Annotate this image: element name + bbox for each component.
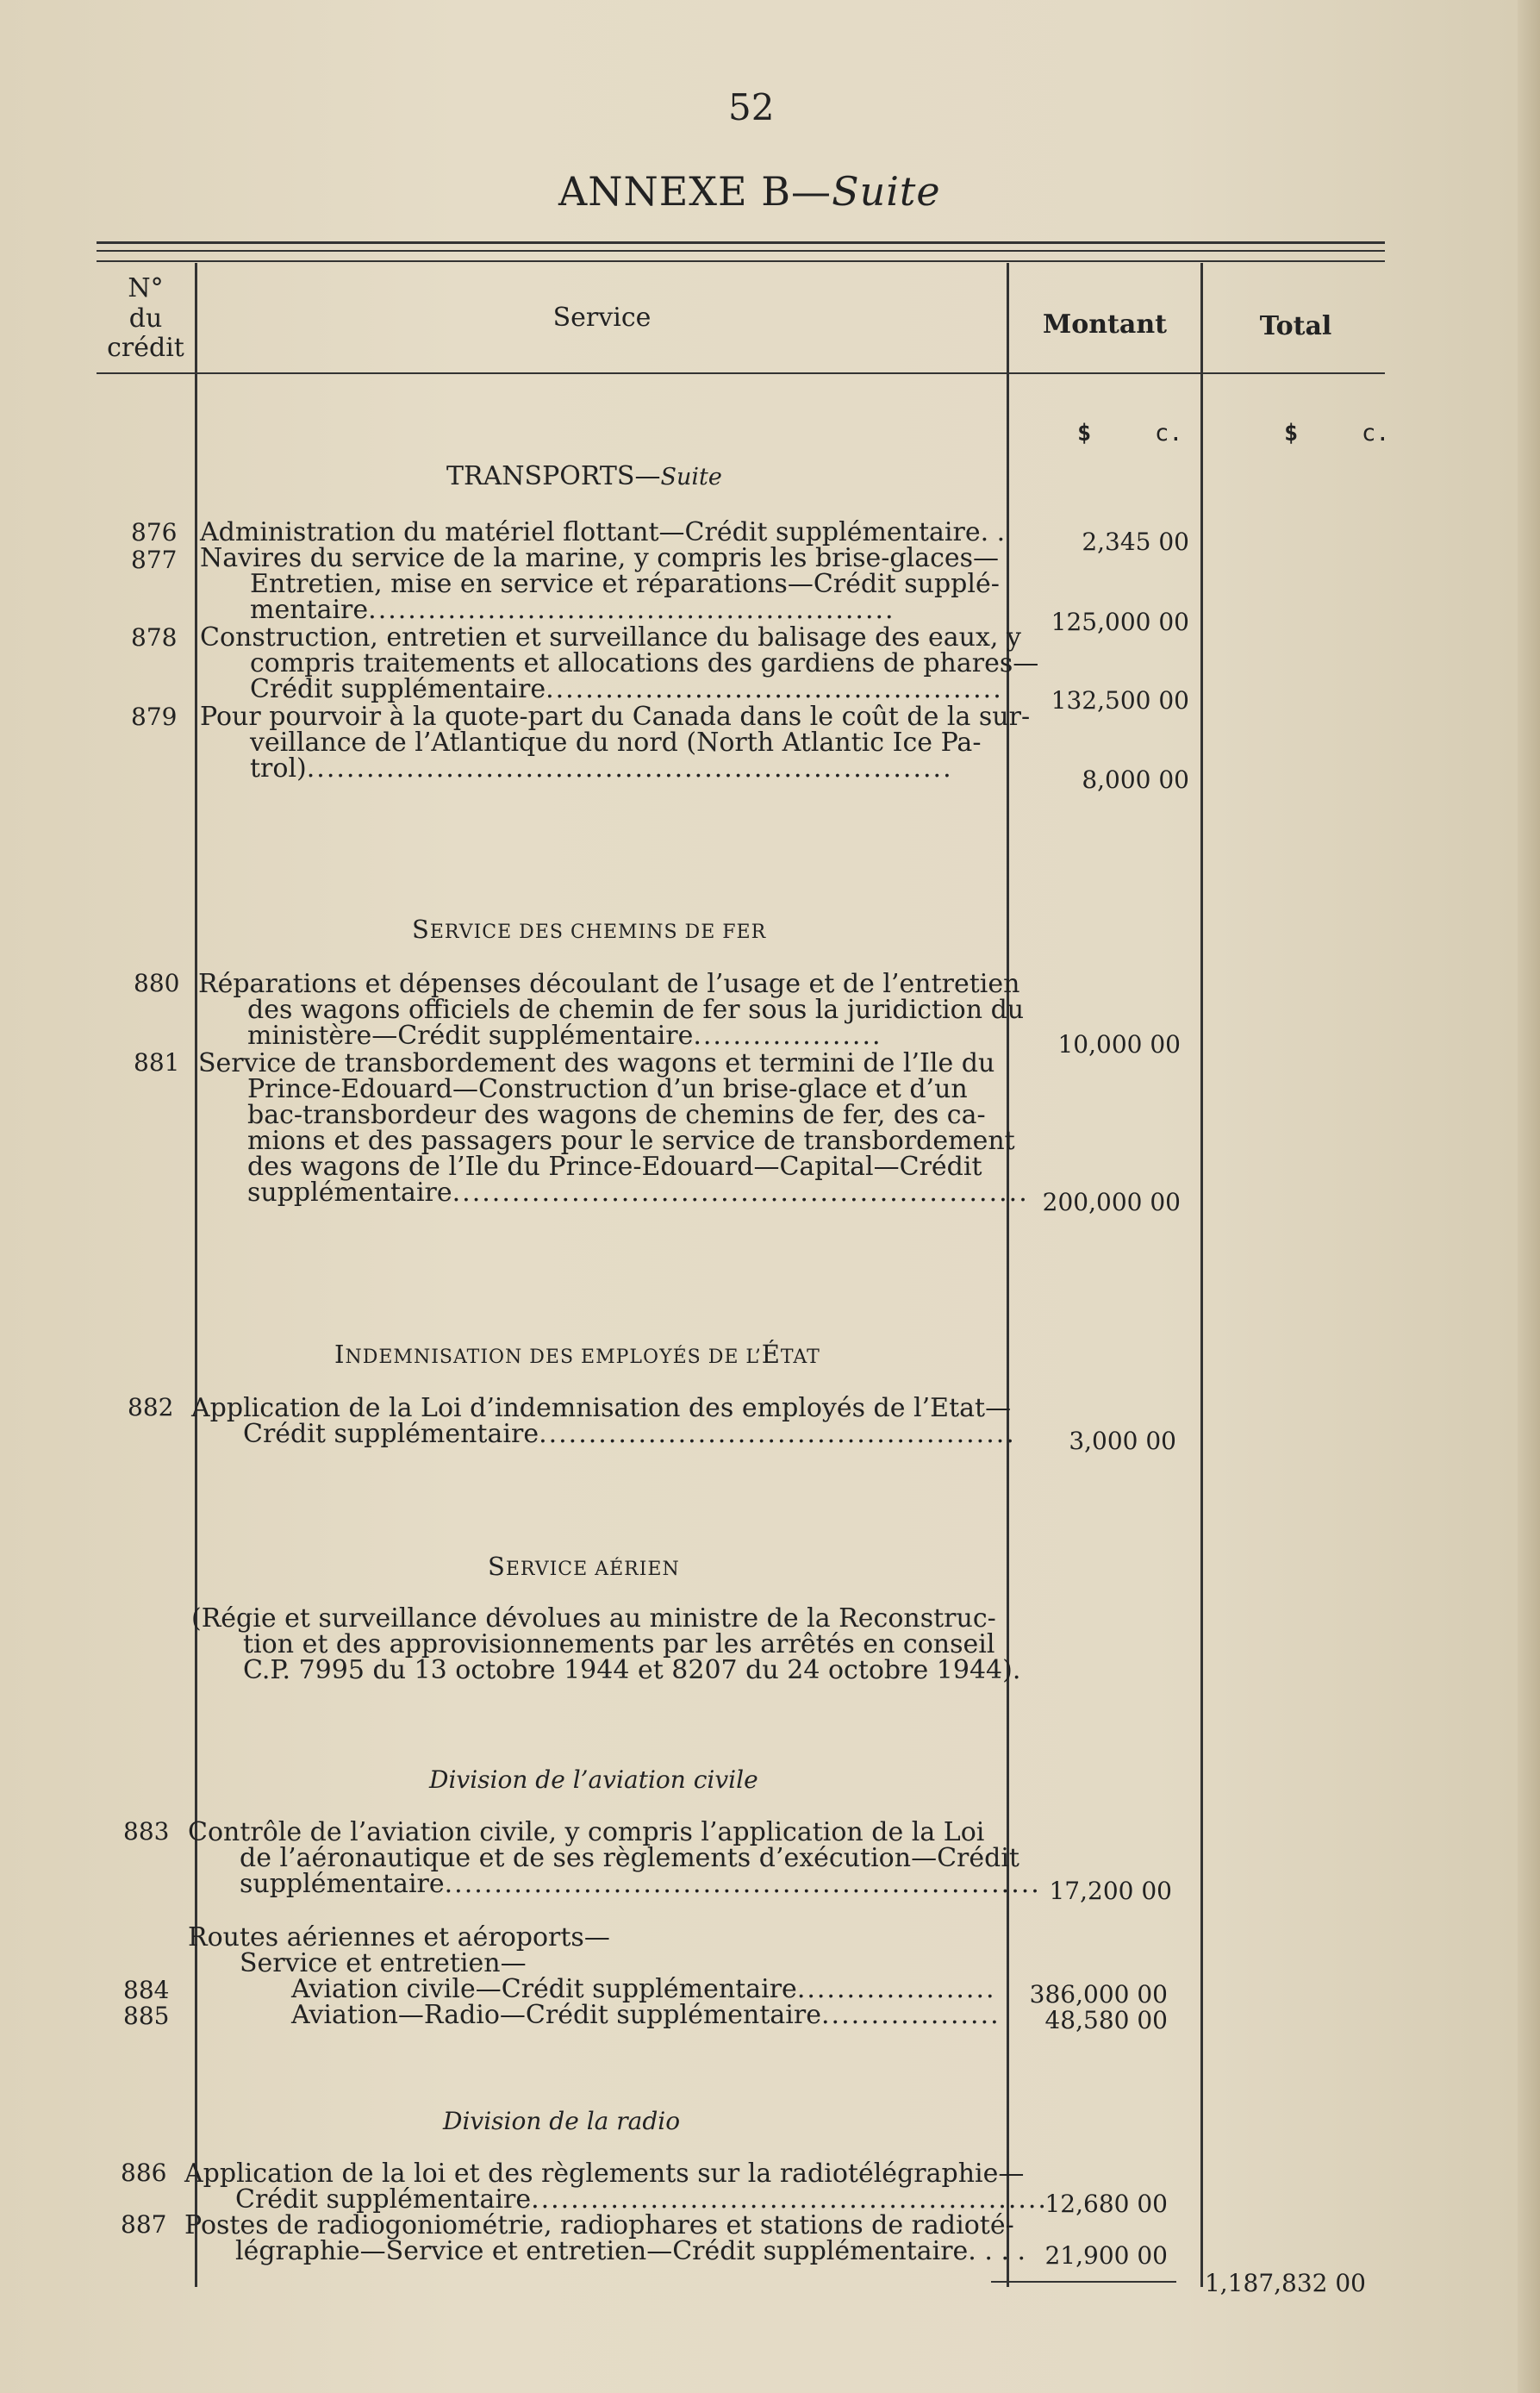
item-line: mions et des passagers pour le service de transbordement: [247, 1126, 1015, 1156]
header-montant: Montant: [1043, 309, 1167, 340]
montant-dollar-sign: $: [1077, 420, 1092, 447]
section-heading-indemnisation: INDEMNISATION DES EMPLOYÉS DE L’ÉTAT: [334, 1340, 820, 1369]
item-amount: 8,000 00: [1082, 765, 1189, 794]
note-line: (Régie et surveillance dévolues au ministre de la Reconstruc-: [191, 1603, 996, 1634]
item-amount: 125,000 00: [1051, 608, 1189, 636]
page-edge: [1518, 0, 1540, 2393]
item-line: bac-transbordeur des wagons de chemins de fer, des ca-: [247, 1100, 986, 1130]
item-amount: 48,580 00: [1044, 2006, 1168, 2034]
item-line: Entretien, mise en service et réparations—Crédit supplé-: [250, 569, 1000, 599]
item-amount: 132,500 00: [1051, 686, 1189, 715]
section-heading-chemins-de-fer: SERVICE DES CHEMINS DE FER: [412, 915, 767, 944]
item-amount: 12,680 00: [1044, 2190, 1168, 2218]
credit-number: 887: [121, 2210, 167, 2239]
item-amount: 10,000 00: [1057, 1030, 1181, 1059]
note-line: tion et des approvisionnements par les arrêtés en conseil: [243, 1629, 995, 1659]
item-line: Contrôle de l’aviation civile, y compris l’application de la Loi: [188, 1817, 985, 1847]
page-title: ANNEXE B—Suite: [558, 168, 941, 215]
item-line: supplémentaire..........................................................: [247, 1178, 1029, 1208]
header-rule-top: [97, 241, 1385, 244]
subsection-heading-aviation-civile: Division de l’aviation civile: [429, 1765, 758, 1794]
credit-number: 879: [131, 703, 178, 731]
credit-number: 885: [123, 2002, 170, 2030]
item-amount: 200,000 00: [1042, 1188, 1181, 1216]
grand-total: 1,187,832 00: [1204, 2269, 1366, 2297]
item-line: Navires du service de la marine, y compris les brise-glaces—: [200, 543, 1000, 573]
item-line: trol).................................................................: [250, 753, 953, 784]
item-line: ministère—Crédit supplémentaire...................: [247, 1021, 882, 1051]
item-line: Administration du matériel flottant—Crédit supplémentaire. .: [200, 517, 1006, 547]
item-line: Crédit supplémentaire................................................: [243, 1419, 1016, 1449]
item-line: veillance de l’Atlantique du nord (North Atlantic Ice Pa-: [250, 728, 982, 758]
credit-number: 878: [131, 623, 178, 652]
item-line: Aviation civile—Crédit supplémentaire....................: [291, 1974, 996, 2004]
item-line: Application de la loi et des règlements sur la radiotélégraphie—: [184, 2159, 1025, 2189]
item-amount: 386,000 00: [1029, 1980, 1168, 2009]
header-service: Service: [552, 303, 652, 333]
routes-subheading: Service et entretien—: [240, 1948, 527, 1978]
item-line: Pour pourvoir à la quote-part du Canada dans le coût de la sur-: [200, 702, 1031, 732]
header-rule-top-2: [97, 250, 1385, 252]
column-divider-montant: [1200, 263, 1203, 2287]
credit-number: 884: [123, 1976, 170, 2004]
credit-number: 881: [134, 1048, 180, 1077]
section-heading-transports: TRANSPORTS—Suite: [446, 461, 722, 491]
item-line: mentaire.....................................................: [250, 595, 895, 625]
item-line: supplémentaire............................................................: [240, 1869, 1041, 1899]
item-line: Postes de radiogoniométrie, radiophares et stations de radioté-: [184, 2210, 1014, 2240]
item-amount: 21,900 00: [1044, 2241, 1168, 2270]
item-line: Crédit supplémentaire....................................................: [235, 2184, 1048, 2215]
credit-number: 877: [131, 546, 178, 574]
credit-number: 876: [131, 518, 178, 547]
credit-number: 886: [121, 2159, 167, 2187]
page-number: 52: [728, 86, 775, 128]
item-line: Crédit supplémentaire..............................................: [250, 674, 1003, 704]
header-rule-top-3: [97, 260, 1385, 262]
item-line: des wagons de l’Ile du Prince-Edouard—Capital—Crédit: [247, 1152, 982, 1182]
item-amount: 3,000 00: [1069, 1427, 1176, 1455]
montant-cents-sign: c.: [1155, 420, 1183, 447]
item-line: compris traitements et allocations des gardiens de phares—: [250, 648, 1039, 678]
header-total: Total: [1259, 311, 1332, 341]
item-line: légraphie—Service et entretien—Crédit supplémentaire. . . .: [235, 2236, 1026, 2266]
sum-rule: [991, 2281, 1176, 2283]
item-line: de l’aéronautique et de ses règlements d’exécution—Crédit: [240, 1843, 1019, 1873]
item-line: Construction, entretien et surveillance du balisage des eaux, y: [200, 622, 1021, 653]
section-heading-service-aerien: SERVICE AÉRIEN: [488, 1552, 680, 1581]
header-credit-number: N° du crédit: [107, 273, 184, 363]
item-amount: 2,345 00: [1082, 528, 1189, 556]
item-line: Service de transbordement des wagons et termini de l’Ile du: [198, 1048, 995, 1078]
item-line: des wagons officiels de chemin de fer sous la juridiction du: [247, 995, 1025, 1025]
routes-heading: Routes aériennes et aéroports—: [188, 1922, 610, 1953]
credit-number: 880: [134, 969, 180, 997]
credit-number: 882: [128, 1393, 174, 1421]
total-dollar-sign: $: [1284, 420, 1299, 447]
item-line: Application de la Loi d’indemnisation des employés de l’Etat—: [191, 1393, 1012, 1423]
item-amount: 17,200 00: [1049, 1877, 1172, 1905]
subsection-heading-radio: Division de la radio: [443, 2107, 681, 2135]
credit-number: 883: [123, 1817, 170, 1846]
column-divider-credit: [195, 263, 197, 2287]
item-line: Réparations et dépenses découlant de l’usage et de l’entretien: [198, 969, 1020, 999]
note-line: C.P. 7995 du 13 octobre 1944 et 8207 du 24 octobre 1944).: [243, 1655, 1021, 1685]
total-cents-sign: c.: [1362, 420, 1390, 447]
header-rule-bottom: [97, 372, 1385, 374]
item-line: Prince-Edouard—Construction d’un brise-glace et d’un: [247, 1074, 968, 1104]
item-line: Aviation—Radio—Crédit supplémentaire..................: [291, 2000, 1001, 2030]
